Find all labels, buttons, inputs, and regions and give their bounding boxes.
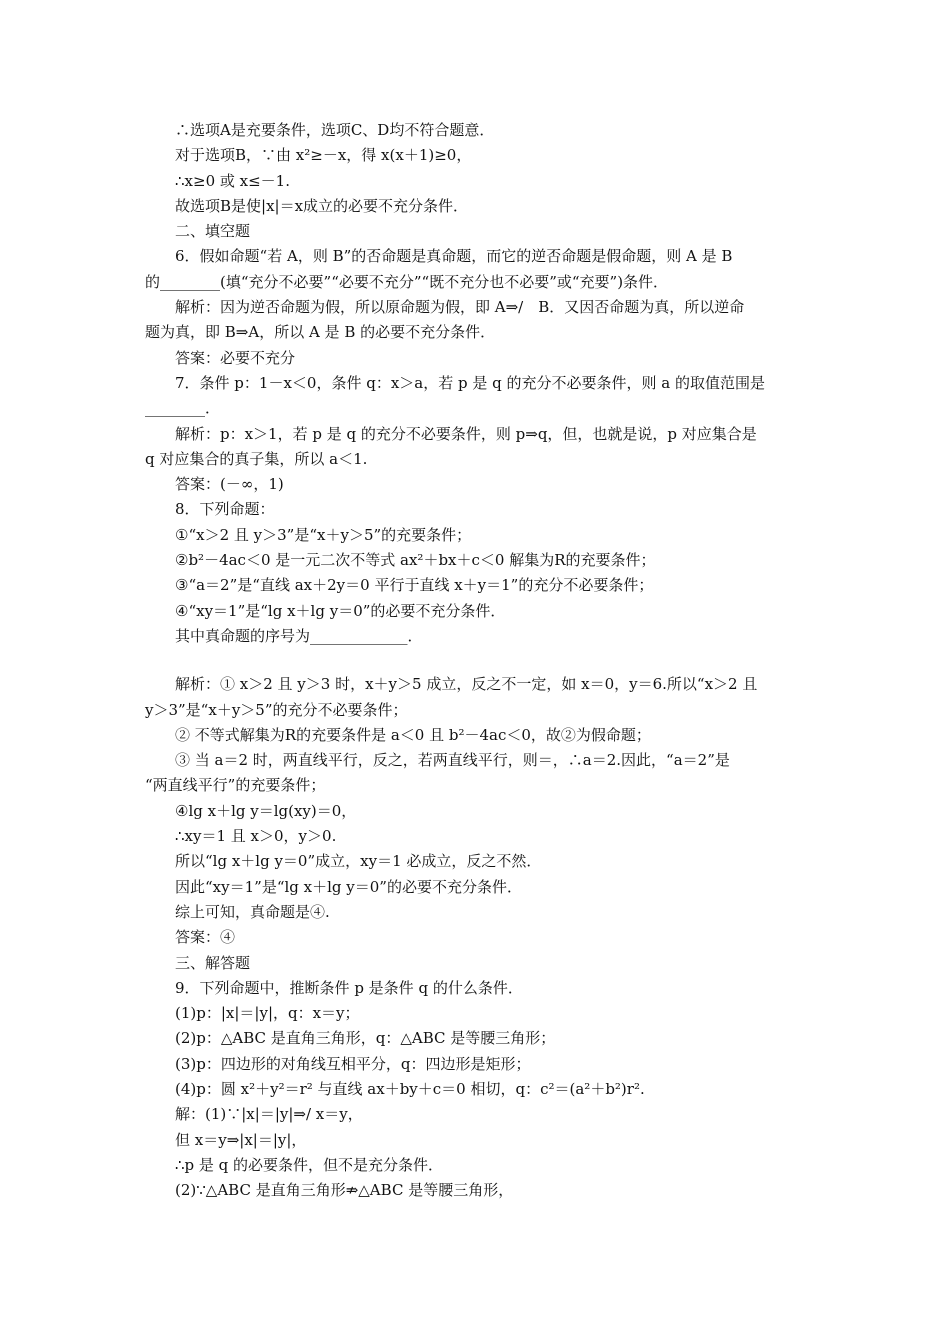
document-page (145, 118, 810, 1203)
solution-line: “两直线平行”的充要条件； (145, 776, 326, 795)
solution-line: (2)∵△ABC 是直角三角形⇏△ABC 是等腰三角形， (175, 1181, 514, 1200)
solution-line: ② 不等式解集为R的充要条件是 a＜0 且 b²－4ac＜0，故②为假命题； (175, 725, 651, 744)
solution-line: ④lg x＋lg y＝lg(xy)＝0， (175, 801, 357, 820)
question-line: (3)p：四边形的对角线互相平分，q：四边形是矩形； (175, 1054, 531, 1073)
question-line: (2)p：△ABC 是直角三角形，q：△ABC 是等腰三角形； (175, 1029, 556, 1048)
question-line: 8．下列命题： (175, 500, 275, 519)
text-line: 对于选项B，∵由 x²≥－x，得 x(x＋1)≥0， (175, 146, 472, 165)
solution-line: 解析：因为逆否命题为假，所以原命题为假，即 A⇒/ B．又因否命题为真，所以逆命 (175, 298, 745, 317)
question-line: 其中真命题的序号为_____________． (175, 626, 423, 645)
answer-line: 答案：④ (175, 928, 236, 947)
solution-line: 解：(1)∵|x|＝|y|⇒/ x＝y， (175, 1105, 363, 1124)
solution-line: 因此“xy＝1”是“lg x＋lg y＝0”的必要不充分条件． (175, 877, 522, 896)
solution-line: ③ 当 a＝2 时，两直线平行，反之，若两直线平行，则＝，∴a＝2.因此，“a＝2”是 (175, 751, 730, 770)
blank-gap (145, 649, 810, 672)
question-line: (1)p：|x|＝|y|，q：x＝y； (175, 1004, 360, 1023)
text-line: 故选项B是使|x|＝x成立的必要不充分条件． (175, 196, 469, 215)
question-line: ③“a＝2”是“直线 ax＋2y＝0 平行于直线 x＋y＝1”的充分不必要条件； (175, 576, 654, 595)
question-line: ②b²－4ac＜0 是一元二次不等式 ax²＋bx＋c＜0 解集为R的充要条件； (175, 551, 656, 570)
solution-line: 题为真，即 B⇒A，所以 A 是 B 的必要不充分条件． (145, 323, 496, 342)
question-line: 6．假如命题“若 A，则 B”的否命题是真命题，而它的逆否命题是假命题，则 A 是 B (175, 247, 733, 266)
question-line: ①“x＞2 且 y＞3”是“x＋y＞5”的充要条件； (175, 525, 472, 544)
text-line: ∴选项A是充要条件，选项C、D均不符合题意． (175, 121, 495, 139)
section-heading: 三、解答题 (175, 953, 251, 972)
question-line: ________． (145, 399, 221, 418)
question-line: ④“xy＝1”是“lg x＋lg y＝0”的必要不充分条件． (175, 601, 506, 620)
text-line: ∴x≥0 或 x≤－1. (175, 171, 290, 190)
answer-line: 答案：(－∞，1) (175, 475, 284, 494)
solution-line: 解析：① x＞2 且 y＞3 时，x＋y＞5 成立，反之不一定，如 x＝0，y＝6.所以“x＞2 且 (175, 675, 758, 694)
question-line: (4)p：圆 x²＋y²＝r² 与直线 ax＋by＋c＝0 相切，q：c²＝(a²＋b²)r². (175, 1079, 645, 1098)
solution-line: y＞3”是“x＋y＞5”的充分不必要条件； (145, 700, 408, 719)
solution-line: 解析：p：x＞1，若 p 是 q 的充分不必要条件，则 p⇒q，但，也就是说，p 对应集合是 (175, 424, 757, 443)
solution-line: q 对应集合的真子集，所以 a＜1. (145, 449, 368, 468)
solution-line: 所以“lg x＋lg y＝0”成立，xy＝1 必成立，反之不然． (175, 852, 542, 871)
solution-line: ∴p 是 q 的必要条件，但不是充分条件． (175, 1155, 444, 1174)
solution-line: 但 x＝y⇒|x|＝|y|， (175, 1130, 307, 1149)
answer-line: 答案：必要不充分 (175, 348, 296, 367)
question-line: 7．条件 p：1－x＜0，条件 q：x＞a，若 p 是 q 的充分不必要条件，则 a 的取值范围是 (175, 373, 765, 392)
solution-line: 综上可知，真命题是④. (175, 902, 330, 921)
question-line: 9．下列命题中，推断条件 p 是条件 q 的什么条件． (175, 978, 523, 997)
section-heading: 二、填空题 (175, 222, 251, 241)
solution-line: ∴xy＝1 且 x＞0，y＞0. (175, 827, 337, 846)
question-line: 的________(填“充分不必要”“必要不充分”“既不充分也不必要”或“充要”)条件． (145, 272, 669, 291)
